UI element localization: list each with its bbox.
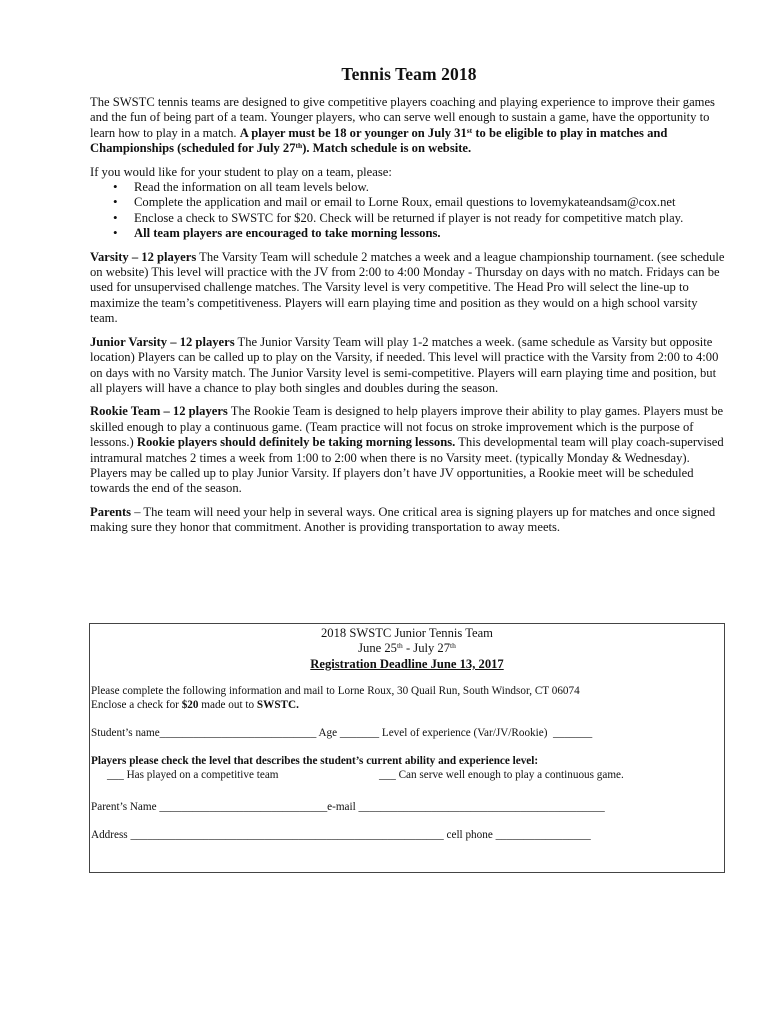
form-body <box>90 684 724 842</box>
instructions-list <box>90 180 728 242</box>
mail-instructions: Please complete the following information and mail to Lorne Roux, 30 Quail Run, South Windsor, CT 06074 <box>91 685 580 698</box>
rookie-lessons-note: Rookie players should definitely be taking morning lessons. <box>136 435 456 450</box>
eligibility-sup-b: th <box>295 141 303 151</box>
jv-text: The Junior Varsity Team will play 1-2 matches a week. (same schedule as Varsity but opposite location) Players can be called up to play on the Varsity, if needed. This level will practice with the Varsity from 2:00 to 4:00 on days with no Varsity match. The Junior Varsity level is semi-competitive. Players will earn playing time and position, but all players will have a chance to play both singles and doubles during the season. <box>90 334 719 395</box>
check-payee: SWSTC. <box>256 699 299 712</box>
form-dates-start: June 25 <box>358 641 397 656</box>
check-instructions <box>91 698 724 712</box>
instructions-lead: If you would like for your student to play on a team, please: <box>90 164 392 179</box>
check-text-a: Enclose a check for <box>91 699 182 712</box>
student-info-line[interactable]: Student’s name____________________________ Age _______ Level of experience (Var/JV/Rookie) _______ <box>91 727 593 740</box>
varsity-text: The Varsity Team will schedule 2 matches a week and a league championship tournament. (see schedule on website) This level will practice with the JV from 2:00 to 4:00 Monday - Thursday on days with no match. Fridays can be used for unsupervised challenge matches. The Varsity level is very competitive. The Head Pro will select the line-up to maximize the team’s competitiveness. Players will earn playing time and position as they would on a high school varsity team. <box>90 249 725 326</box>
rookie-paragraph <box>90 404 728 496</box>
level-option-continuous[interactable]: ___ Can serve well enough to play a continuous game. <box>379 769 624 782</box>
parent-info-line[interactable]: Parent’s Name ______________________________e-mail ____________________________________________ <box>91 801 605 814</box>
eligibility-text-a: A player must be 18 or younger on July 31 <box>239 125 467 140</box>
form-dates <box>90 641 724 656</box>
registration-deadline: Registration Deadline June 13, 2017 <box>310 656 504 671</box>
level-heading <box>91 754 724 768</box>
eligibility-sup-a: st <box>466 125 473 135</box>
rookie-heading: Rookie Team – 12 players <box>90 404 228 419</box>
page-title: Tennis Team 2018 <box>341 64 477 84</box>
check-text-b: made out to <box>198 699 257 712</box>
form-dates-end: - July 27 <box>402 641 451 656</box>
intro-text: The SWSTC tennis teams are designed to give competitive players coaching and playing experience to improve their games and the fun of being part of a team. Younger players, who can serve well enough to sustain a game, have the opportunity to learn how to play in a match. <box>90 95 715 140</box>
level-options <box>91 768 724 782</box>
registration-form <box>89 623 725 873</box>
level-heading-text: Players please check the level that describes the student’s current ability and experience level: <box>91 755 539 768</box>
eligibility-text-c: ). Match schedule is on website. <box>302 141 472 156</box>
document-page <box>90 64 728 544</box>
list-item: • Complete the application and mail or email to Lorne Roux, email questions to lovemykateandsam@cox.net <box>111 195 728 210</box>
parents-heading: Parents <box>90 504 132 519</box>
form-title: 2018 SWSTC Junior Tennis Team <box>321 626 493 640</box>
check-amount: $20 <box>181 699 199 712</box>
parents-paragraph <box>90 505 728 536</box>
varsity-paragraph <box>90 250 728 327</box>
list-item: • Enclose a check to SWSTC for $20. Check will be returned if player is not ready for competitive match play. <box>111 211 728 226</box>
list-item-bold: All team players are encouraged to take morning lessons. <box>134 226 441 241</box>
varsity-heading: Varsity – 12 players <box>90 249 197 264</box>
rookie-text-b: This developmental team will play coach-supervised intramural matches 2 times a week from 1:00 to 2:00 when there is no Varsity meet. (typically Monday & Wednesday). Players may be called up to play Junior Varsity. If players don’t have JV opportunities, a Rookie meet will be scheduled towards the end of the season. <box>90 435 724 496</box>
level-option-competitive[interactable]: ___ Has played on a competitive team <box>107 769 279 782</box>
list-item <box>111 226 728 241</box>
rookie-text-a: The Rookie Team is designed to help players improve their ability to play games. Players must be skilled enough to play a continuous game. (Team practice will not focus on stroke improvement which is the purpose of lessons.) <box>90 404 724 450</box>
intro-paragraph <box>90 95 728 157</box>
jv-heading: Junior Varsity – 12 players <box>90 334 235 349</box>
list-item: • Read the information on all team levels below. <box>111 180 728 195</box>
parents-text: – The team will need your help in several ways. One critical area is signing players up for matches and once signed making sure they honor that commitment. Another is providing transportation to away meets. <box>90 504 716 535</box>
address-line[interactable]: Address ________________________________________________________ cell phone _________________ <box>91 829 591 842</box>
form-dates-sup-b: th <box>450 641 456 651</box>
eligibility-text-b: to be eligible to play in matches and Championships (scheduled for July 27 <box>90 125 668 156</box>
form-header <box>90 626 724 672</box>
form-dates-sup-a: th <box>396 641 403 651</box>
jv-paragraph <box>90 335 728 397</box>
